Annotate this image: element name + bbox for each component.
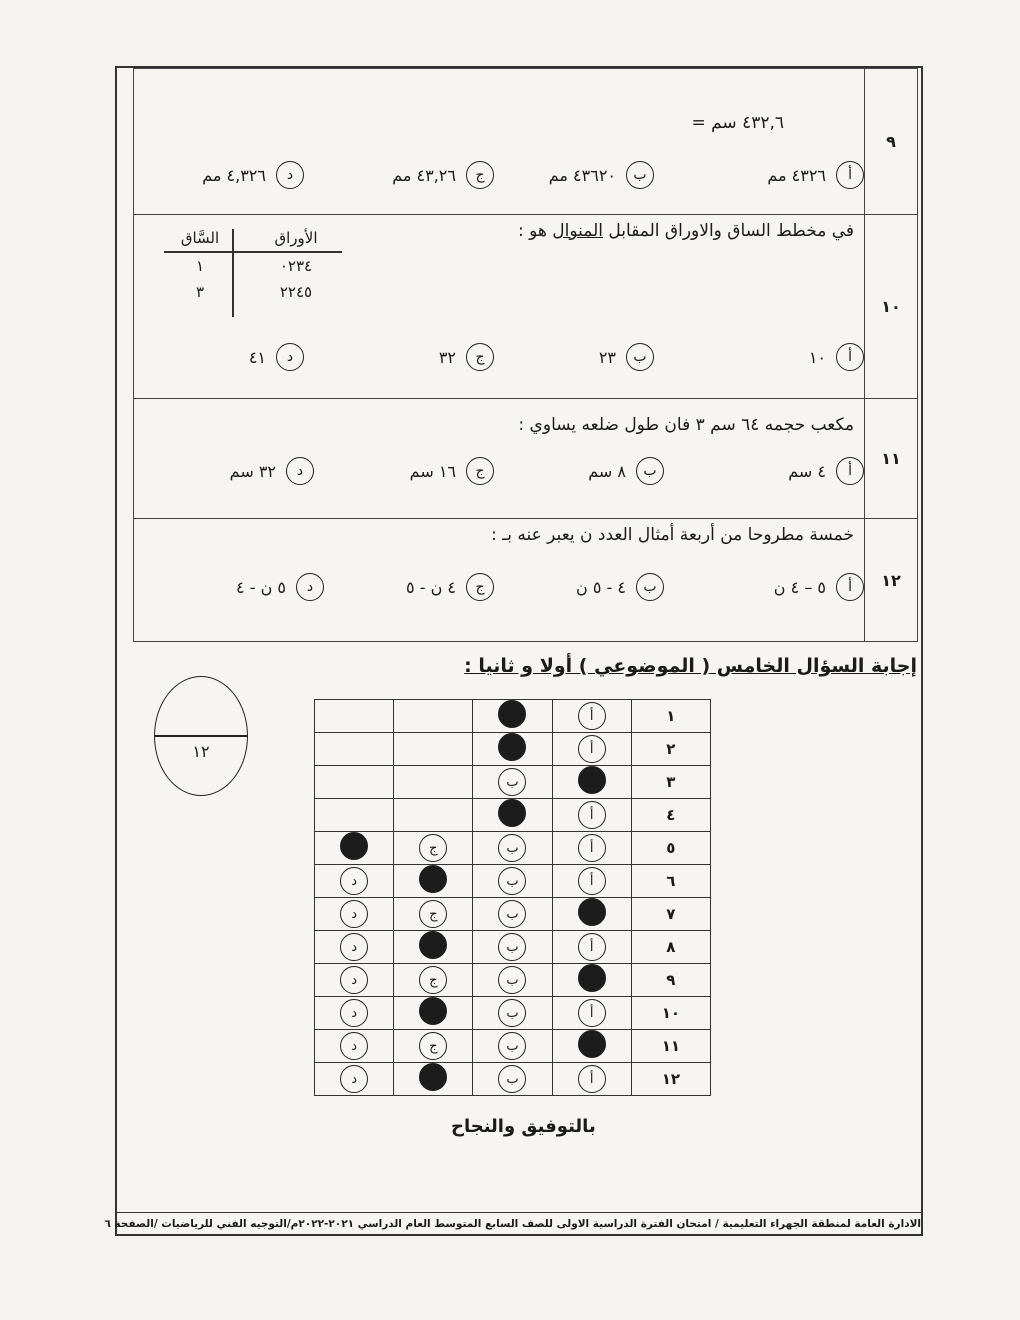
option-text: ٥ – ٤ ن	[773, 577, 826, 597]
answer-bubble-filled[interactable]	[498, 733, 526, 761]
option-text: ٣٢ سم	[229, 461, 276, 481]
answer-bubble[interactable]: ج	[419, 900, 447, 928]
answer-cell	[315, 931, 394, 964]
answer-bubble-filled[interactable]	[578, 898, 606, 926]
question-number: ١٠	[865, 215, 918, 399]
option-b[interactable]	[549, 161, 654, 189]
answer-cell	[552, 733, 631, 766]
answer-cell	[394, 1030, 473, 1063]
answer-cell	[552, 700, 631, 733]
answer-cell	[552, 997, 631, 1030]
answer-cell	[394, 964, 473, 997]
option-letter: ج	[466, 161, 494, 189]
answer-row-number: ٣	[631, 766, 710, 799]
answer-cell	[315, 898, 394, 931]
answer-cell	[473, 931, 552, 964]
answer-bubble[interactable]: أ	[578, 735, 606, 763]
answer-cell	[473, 832, 552, 865]
answer-cell	[394, 799, 473, 832]
answer-bubble[interactable]: ج	[419, 966, 447, 994]
answer-row	[315, 931, 711, 964]
answer-cell	[473, 1030, 552, 1063]
stem-leaf-divider	[232, 229, 234, 317]
answer-row	[315, 766, 711, 799]
answer-cell	[315, 964, 394, 997]
answer-row	[315, 997, 711, 1030]
option-text: ٤ ن - ٥	[406, 577, 456, 597]
option-b[interactable]	[576, 573, 664, 601]
answer-bubble[interactable]: ب	[498, 867, 526, 895]
option-letter: د	[276, 343, 304, 371]
stem-leaf-header	[164, 229, 342, 253]
answer-cell	[552, 931, 631, 964]
answer-row	[315, 865, 711, 898]
answer-cell	[315, 1030, 394, 1063]
answer-section-title: إجابة السؤال الخامس ( الموضوعي ) أولا و ثانيا :	[464, 655, 917, 677]
answer-cell	[394, 898, 473, 931]
answer-row-number: ٥	[631, 832, 710, 865]
stem-prefix: في مخطط الساق والاوراق المقابل	[608, 221, 854, 241]
option-letter: أ	[836, 457, 864, 485]
option-d[interactable]	[230, 457, 314, 485]
option-b[interactable]	[588, 457, 664, 485]
option-d[interactable]	[202, 161, 304, 189]
answer-cell	[394, 1063, 473, 1096]
score-divider	[155, 735, 247, 737]
question-body	[134, 215, 864, 398]
answer-bubble[interactable]: أ	[578, 867, 606, 895]
answer-cell	[394, 865, 473, 898]
answer-bubble[interactable]: د	[340, 900, 368, 928]
option-letter: د	[296, 573, 324, 601]
option-letter: أ	[836, 573, 864, 601]
answer-bubble-filled[interactable]	[578, 1030, 606, 1058]
question-row	[134, 399, 918, 519]
answer-row	[315, 898, 711, 931]
answer-bubble[interactable]: د	[340, 1065, 368, 1093]
answer-cell	[473, 799, 552, 832]
question-stem: ٤٣٢,٦ سم =	[691, 113, 784, 133]
answer-row-number: ٨	[631, 931, 710, 964]
stem-underlined: المنوال	[552, 221, 603, 241]
answer-row-number: ٢	[631, 733, 710, 766]
stem-value: ١	[195, 257, 205, 275]
answer-row-number: ١٢	[631, 1063, 710, 1096]
answer-bubble[interactable]: ج	[419, 834, 447, 862]
answer-bubble-filled[interactable]	[419, 865, 447, 893]
option-a[interactable]	[767, 161, 864, 189]
answer-cell	[394, 766, 473, 799]
answer-cell	[473, 700, 552, 733]
option-b[interactable]	[599, 343, 654, 371]
question-stem	[518, 221, 854, 241]
answer-bubble-filled[interactable]	[578, 964, 606, 992]
answer-cell	[552, 1030, 631, 1063]
option-letter: د	[276, 161, 304, 189]
leaves-value: ٢٢٤٥	[279, 283, 313, 301]
answer-cell	[473, 1063, 552, 1096]
option-letter: ج	[466, 573, 494, 601]
option-letter: ب	[636, 573, 664, 601]
answer-cell	[394, 997, 473, 1030]
answer-bubble-filled[interactable]	[498, 799, 526, 827]
answer-row-number: ١	[631, 700, 710, 733]
closing-message: بالتوفيق والنجاح	[451, 1116, 596, 1137]
option-text: ١٦ سم	[409, 461, 456, 481]
stem-suffix: هو :	[517, 221, 547, 241]
option-c[interactable]	[439, 343, 494, 371]
answer-cell	[315, 700, 394, 733]
question-number: ١١	[865, 399, 918, 519]
answer-cell	[315, 832, 394, 865]
question-number: ١٢	[865, 519, 918, 642]
page-footer: الادارة العامة لمنطقة الجهراء التعليمية / امتحان الفترة الدراسية الاولى للصف السابع المتوسط العام الدراسي ٢٠٢١-٢٠٢٢م/التوجيه الفني للرياضيات /الصفحة ٦	[117, 1212, 921, 1235]
answer-bubble[interactable]: أ	[578, 1065, 606, 1093]
answer-bubble[interactable]: ب	[498, 834, 526, 862]
answer-bubble-filled[interactable]	[419, 997, 447, 1025]
option-d[interactable]	[236, 573, 324, 601]
answer-cell	[552, 1063, 631, 1096]
option-text: ٤١	[248, 347, 266, 367]
option-text: ٢٣	[598, 347, 616, 367]
option-letter: أ	[836, 343, 864, 371]
option-text: ٤,٣٢٦ مم	[202, 165, 266, 185]
answer-bubble[interactable]: ب	[498, 933, 526, 961]
answer-bubble-filled[interactable]	[419, 1063, 447, 1091]
answer-bubble[interactable]: د	[340, 1032, 368, 1060]
question-row	[134, 215, 918, 399]
option-c[interactable]	[406, 573, 494, 601]
score-value: ١٢	[192, 742, 210, 761]
answer-bubble[interactable]: د	[340, 999, 368, 1027]
answer-row-number: ٦	[631, 865, 710, 898]
answer-cell	[315, 997, 394, 1030]
option-text: ٤٣٢٦ مم	[767, 165, 826, 185]
answer-row	[315, 733, 711, 766]
option-text: ٣٢	[438, 347, 456, 367]
answer-bubble-filled[interactable]	[578, 766, 606, 794]
question-body	[134, 69, 864, 214]
questions-table	[133, 68, 918, 642]
score-oval	[154, 676, 248, 796]
option-text: ٤٣,٢٦ مم	[392, 165, 456, 185]
answer-bubble[interactable]: ب	[498, 1065, 526, 1093]
answer-cell	[552, 898, 631, 931]
answer-bubble[interactable]: ب	[498, 768, 526, 796]
question-stem: خمسة مطروحا من أربعة أمثال العدد ن يعبر عنه بـ :	[491, 525, 854, 545]
answer-row-number: ٩	[631, 964, 710, 997]
answer-cell	[473, 964, 552, 997]
option-letter: ج	[466, 457, 494, 485]
option-a[interactable]	[774, 573, 864, 601]
answer-bubble[interactable]: د	[340, 867, 368, 895]
answer-cell	[552, 766, 631, 799]
answer-row-number: ٤	[631, 799, 710, 832]
answer-cell	[473, 733, 552, 766]
option-text: ٥ ن - ٤	[236, 577, 286, 597]
answer-bubble[interactable]: أ	[578, 999, 606, 1027]
option-letter: أ	[836, 161, 864, 189]
answer-cell	[552, 832, 631, 865]
answer-cell	[394, 733, 473, 766]
answer-bubble[interactable]: ب	[498, 1032, 526, 1060]
answer-row	[315, 964, 711, 997]
answer-bubble[interactable]: أ	[578, 801, 606, 829]
answer-cell	[473, 898, 552, 931]
option-text: ٤ سم	[788, 461, 826, 481]
answer-bubble[interactable]: ب	[498, 966, 526, 994]
answer-row-number: ٧	[631, 898, 710, 931]
answer-bubble[interactable]: أ	[578, 834, 606, 862]
option-letter: ب	[626, 161, 654, 189]
answer-bubble[interactable]: ب	[498, 999, 526, 1027]
option-letter: ب	[636, 457, 664, 485]
answer-cell	[473, 997, 552, 1030]
answer-bubble-filled[interactable]	[419, 931, 447, 959]
answer-cell	[552, 865, 631, 898]
answer-cell	[394, 931, 473, 964]
question-number: ٩	[865, 69, 918, 215]
answer-cell	[315, 865, 394, 898]
answer-cell	[315, 1063, 394, 1096]
stem-header: السَّاق	[180, 229, 220, 247]
answer-row-number: ١٠	[631, 997, 710, 1030]
option-letter: ب	[626, 343, 654, 371]
leaves-header: الأوراق	[274, 229, 318, 247]
answer-bubble[interactable]: أ	[578, 702, 606, 730]
answer-cell	[552, 964, 631, 997]
option-a[interactable]	[788, 457, 864, 485]
answer-row	[315, 799, 711, 832]
stem-leaf-row	[164, 253, 342, 279]
answer-row	[315, 1063, 711, 1096]
answer-row-number: ١١	[631, 1030, 710, 1063]
answer-grid	[314, 699, 711, 1096]
leaves-value: ٠٢٣٤	[279, 257, 313, 275]
question-body	[134, 519, 864, 641]
question-row	[134, 69, 918, 215]
question-row	[134, 519, 918, 642]
answer-bubble[interactable]: ج	[419, 1032, 447, 1060]
option-text: ٤٣٦٢٠ مم	[548, 165, 616, 185]
question-body	[134, 399, 864, 518]
answer-cell	[315, 733, 394, 766]
question-stem: مكعب حجمه ٦٤ سم ٣ فان طول ضلعه يساوي :	[518, 415, 854, 435]
answer-bubble[interactable]: ب	[498, 900, 526, 928]
option-d[interactable]	[249, 343, 304, 371]
answer-cell	[394, 700, 473, 733]
answer-bubble[interactable]: أ	[578, 933, 606, 961]
answer-cell	[473, 766, 552, 799]
option-text: ٤ - ٥ ن	[576, 577, 626, 597]
answer-bubble[interactable]: د	[340, 933, 368, 961]
answer-cell	[473, 865, 552, 898]
answer-bubble-filled[interactable]	[498, 700, 526, 728]
answer-row	[315, 700, 711, 733]
option-letter: د	[286, 457, 314, 485]
stem-and-leaf-plot	[164, 229, 342, 305]
option-text: ١٠	[808, 347, 826, 367]
option-text: ٨ سم	[588, 461, 626, 481]
stem-value: ٣	[195, 283, 205, 301]
answer-row	[315, 1030, 711, 1063]
answer-bubble[interactable]: د	[340, 966, 368, 994]
answer-cell	[394, 832, 473, 865]
answer-bubble-filled[interactable]	[340, 832, 368, 860]
answer-row	[315, 832, 711, 865]
option-letter: ج	[466, 343, 494, 371]
answer-cell	[315, 766, 394, 799]
option-c[interactable]	[410, 457, 494, 485]
stem-leaf-row	[164, 279, 342, 305]
option-a[interactable]	[809, 343, 864, 371]
answer-cell	[552, 799, 631, 832]
answer-cell	[315, 799, 394, 832]
option-c[interactable]	[392, 161, 494, 189]
